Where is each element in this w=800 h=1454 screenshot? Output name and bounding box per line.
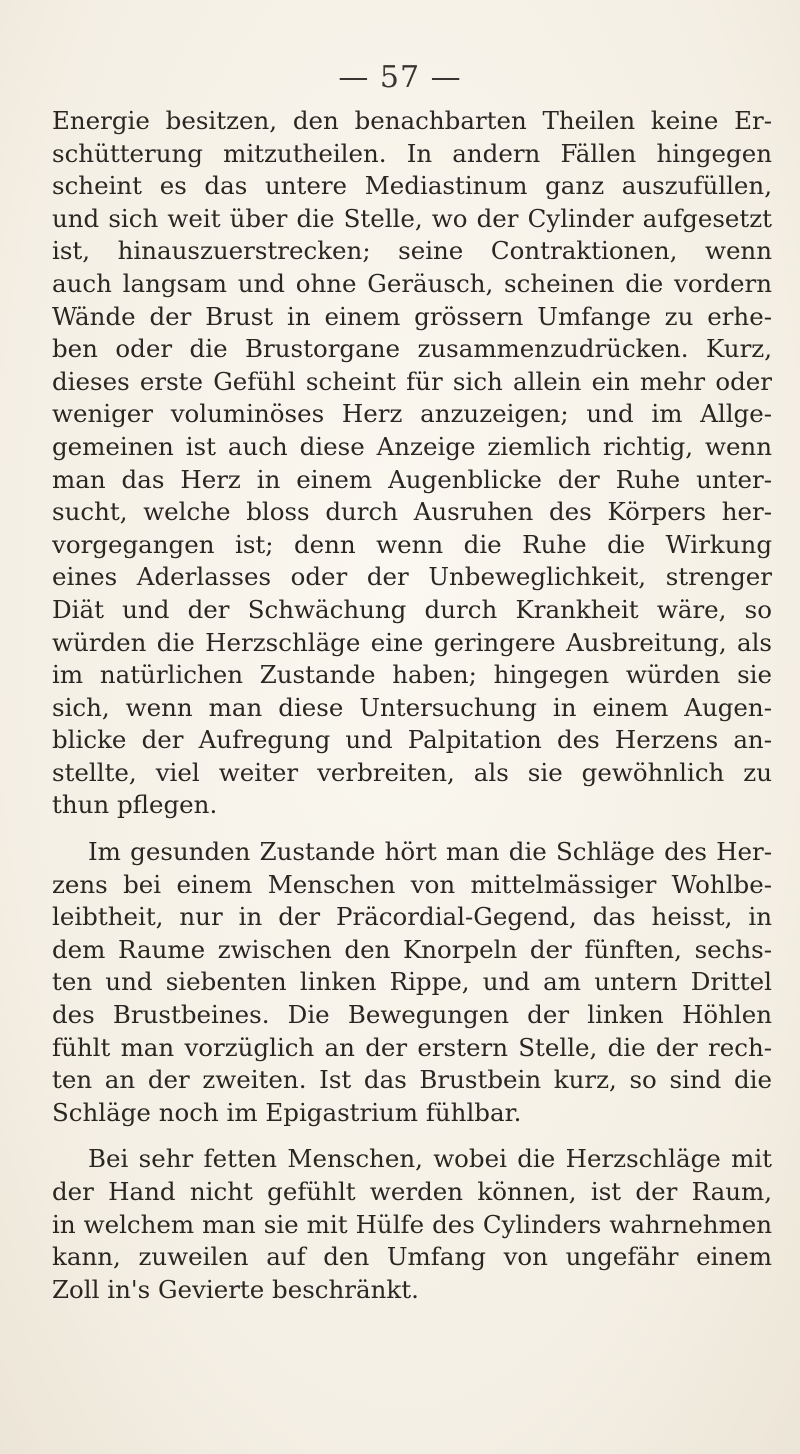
text-line: des Brustbeines. Die Bewegungen der linken Höhlen bbox=[52, 1000, 772, 1030]
text-line: blicke der Aufregung und Palpitation des Herzens an- bbox=[52, 725, 772, 755]
text-line: leibtheit, nur in der Präcordial-Gegend, das heisst, in bbox=[52, 902, 772, 932]
text-line: Diät und der Schwächung durch Krankheit wäre, so bbox=[52, 594, 772, 624]
text-line: Schläge noch im Epigastrium fühlbar. bbox=[52, 1097, 522, 1127]
text-line: vorgegangen ist; denn wenn die Ruhe die Wirkung bbox=[52, 529, 772, 559]
text-line: Im gesunden Zustande hört man die Schläge des Her- bbox=[88, 837, 772, 867]
body-text bbox=[52, 105, 772, 1306]
text-line: stellte, viel weiter verbreiten, als sie gewöhnlich zu bbox=[52, 757, 772, 787]
paragraph-gap bbox=[52, 822, 772, 836]
text-line: ist, hinauszuerstrecken; seine Contraktionen, wenn bbox=[52, 236, 772, 266]
text-line: Wände der Brust in einem grössern Umfange zu erhe- bbox=[52, 301, 772, 331]
text-line: dem Raume zwischen den Knorpeln der fünften, sechs- bbox=[52, 934, 772, 964]
text-line: sich, wenn man diese Untersuchung in einem Augen- bbox=[52, 692, 772, 722]
text-line: man das Herz in einem Augenblicke der Ruhe unter- bbox=[52, 464, 772, 494]
text-line: ben oder die Brustorgane zusammenzudrücken. Kurz, bbox=[52, 334, 772, 364]
text-line: kann, zuweilen auf den Umfang von ungefähr einem bbox=[52, 1242, 772, 1272]
text-line: im natürlichen Zustande haben; hingegen würden sie bbox=[52, 660, 772, 690]
text-line: weniger voluminöses Herz anzuzeigen; und im Allge- bbox=[52, 399, 772, 429]
text-line: thun pflegen. bbox=[52, 790, 218, 820]
text-line: und sich weit über die Stelle, wo der Cylinder aufgesetzt bbox=[52, 203, 772, 233]
text-line: in welchem man sie mit Hülfe des Cylinders wahrnehmen bbox=[52, 1209, 772, 1239]
text-line: würden die Herzschläge eine geringere Ausbreitung, als bbox=[52, 627, 772, 657]
paragraph-3 bbox=[52, 1143, 772, 1306]
text-line: Bei sehr fetten Menschen, wobei die Herzschläge mit bbox=[88, 1144, 772, 1174]
text-line: auch langsam und ohne Geräusch, scheinen die vordern bbox=[52, 268, 772, 298]
paragraph-1 bbox=[52, 105, 772, 822]
text-line: gemeinen ist auch diese Anzeige ziemlich richtig, wenn bbox=[52, 431, 772, 461]
text-line: eines Aderlasses oder der Unbeweglichkeit, strenger bbox=[52, 562, 772, 592]
text-line: der Hand nicht gefühlt werden können, ist der Raum, bbox=[52, 1177, 772, 1206]
text-line: Zoll in's Gevierte beschränkt. bbox=[52, 1274, 419, 1304]
text-line: sucht, welche bloss durch Ausruhen des Körpers her- bbox=[52, 497, 772, 527]
text-line: ten an der zweiten. Ist das Brustbein kurz, so sind die bbox=[52, 1065, 772, 1095]
text-line: zens bei einem Menschen von mittelmässiger Wohlbe- bbox=[52, 869, 772, 899]
text-line: scheint es das untere Mediastinum ganz auszufüllen, bbox=[52, 171, 772, 201]
text-line: schütterung mitzutheilen. In andern Fällen hingegen bbox=[52, 138, 772, 168]
text-line: ten und siebenten linken Rippe, und am untern Drittel bbox=[52, 967, 772, 997]
paragraph-2 bbox=[52, 836, 772, 1129]
paragraph-gap bbox=[52, 1129, 772, 1143]
text-line: fühlt man vorzüglich an der erstern Stelle, die der rech- bbox=[52, 1032, 772, 1062]
page-number-header: — 57 — bbox=[338, 60, 462, 95]
text-line: Energie besitzen, den benachbarten Theilen keine Er- bbox=[52, 106, 772, 135]
text-line: dieses erste Gefühl scheint für sich allein ein mehr oder bbox=[52, 366, 772, 396]
